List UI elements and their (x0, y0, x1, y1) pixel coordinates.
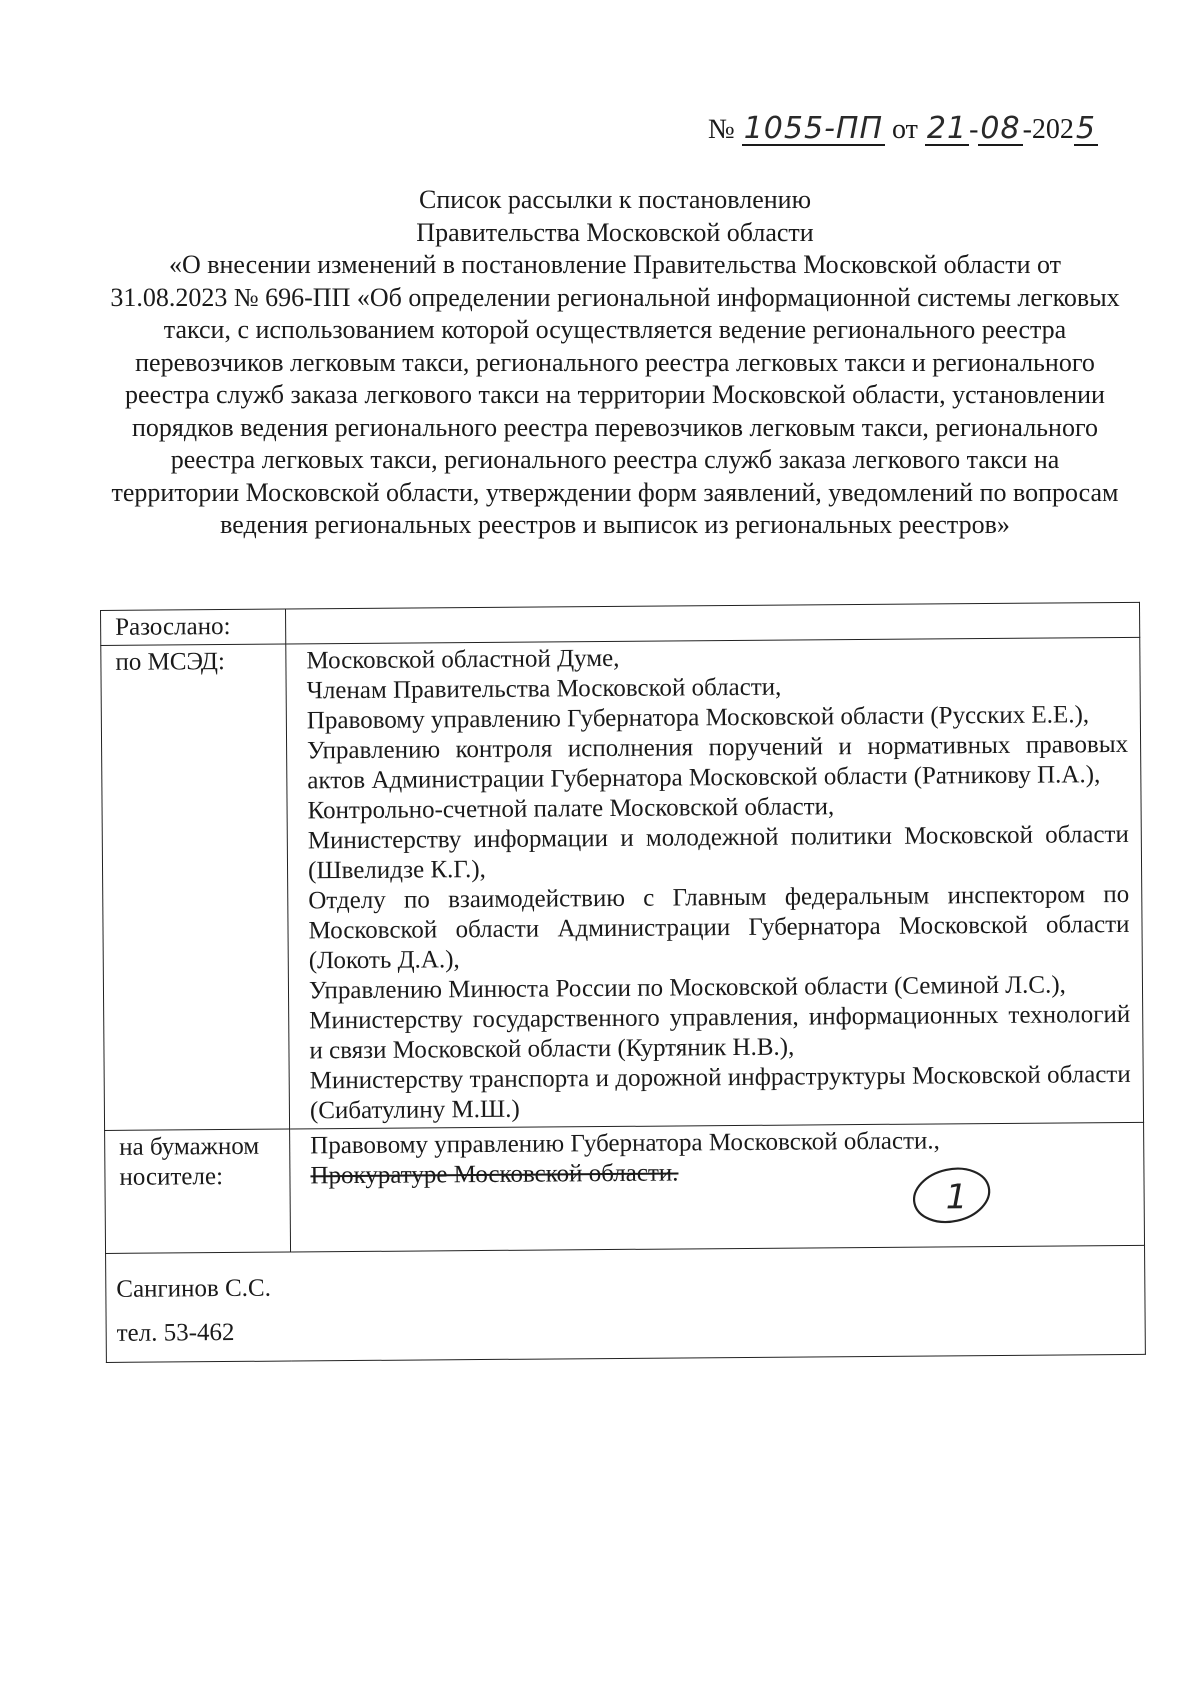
footer-row (106, 1245, 1146, 1362)
paper-recipient-struck: Прокуратуре Московской области. (310, 1159, 679, 1190)
executor-phone: тел. 53-462 (116, 1318, 235, 1347)
recipient-item: Контрольно-счетной палате Московской области, (307, 793, 835, 825)
date-year-printed: -202 (1022, 114, 1074, 145)
msed-recipients (286, 637, 1144, 1129)
msed-row (101, 637, 1144, 1130)
recipient-item: Управлению Минюста России по Московской области (Семиной Л.С.), (308, 971, 1066, 1005)
msed-label: по МСЭД: (101, 644, 290, 1130)
handwritten-day: 21 (926, 111, 968, 146)
recipient-item: Министерству информации и молодежной политики Московской области (Швелидзе К.Г.), (307, 820, 1129, 885)
title-body: «О внесении изменений в постановление Правительства Московской области от 31.08.2023 № 696-ПП «Об определении региональной информационной системы легковых такси, с использованием которой осуществляется ведение регионального реестра перевозчиков легковым такси, регионального реестра легковых такси и регионального реестра служб заказа легкового такси на территории Московской области, установлении порядков ведения регионального реестра перевозчиков легковым такси, регионального реестра легковых такси, регионального реестра служб заказа легкового такси на территории Московской области, утверждении форм заявлений, уведомлений по вопросам ведения региональных реестров и выписок из региональных реестров» (110, 250, 1120, 539)
recipient-item: Управлению контроля исполнения поручений и нормативных правовых актов Администрации Губернатора Московской области (Ратникову П.А.), (307, 730, 1129, 795)
handwritten-year-digit: 5 (1075, 111, 1097, 146)
number-sign: № (708, 114, 735, 145)
recipient-item: Министерству государственного управления, информационных технологий и связи Московской области (Куртяник Н.В.), (309, 1000, 1131, 1065)
paper-label: на бумажном носителе: (105, 1129, 291, 1253)
title-line-1: Список рассылки к постановлению (418, 185, 812, 214)
handwritten-month: 08 (980, 111, 1021, 146)
circle-mark-digit: 1 (945, 1177, 968, 1218)
distribution-table (100, 602, 1146, 1363)
sent-label: Разослано: (101, 609, 286, 645)
paper-recipient-item: Правовому управлению Губернатора Московской области., (310, 1127, 940, 1160)
date-separator: - (969, 114, 979, 145)
executor-info (106, 1245, 1146, 1362)
recipient-item: Членам Правительства Московской области, (306, 673, 782, 705)
recipient-item: Правовому управлению Губернатора Московской области (Русских Е.Е.), (306, 701, 1090, 735)
recipient-item: Отделу по взаимодействию с Главным федеральным инспектором по Московской области Администрации Губернатора Московской области (Локоть Д.А.), (308, 880, 1130, 975)
document-title (110, 184, 1120, 542)
handwritten-circled-mark (909, 1164, 993, 1227)
document-number-line (708, 112, 1098, 148)
handwritten-number: 1055-ПП (743, 111, 884, 146)
recipient-item: Московской областной Думе, (306, 644, 620, 675)
date-prefix: от (892, 114, 918, 145)
title-line-2: Правительства Московской области (416, 217, 814, 247)
recipient-item: Министерству транспорта и дорожной инфраструктуры Московской области (Сибатулину М.Ш.) (309, 1060, 1131, 1125)
paper-row (105, 1122, 1145, 1253)
paper-recipients (290, 1122, 1145, 1252)
executor-name: Сангинов С.С. (116, 1274, 272, 1303)
